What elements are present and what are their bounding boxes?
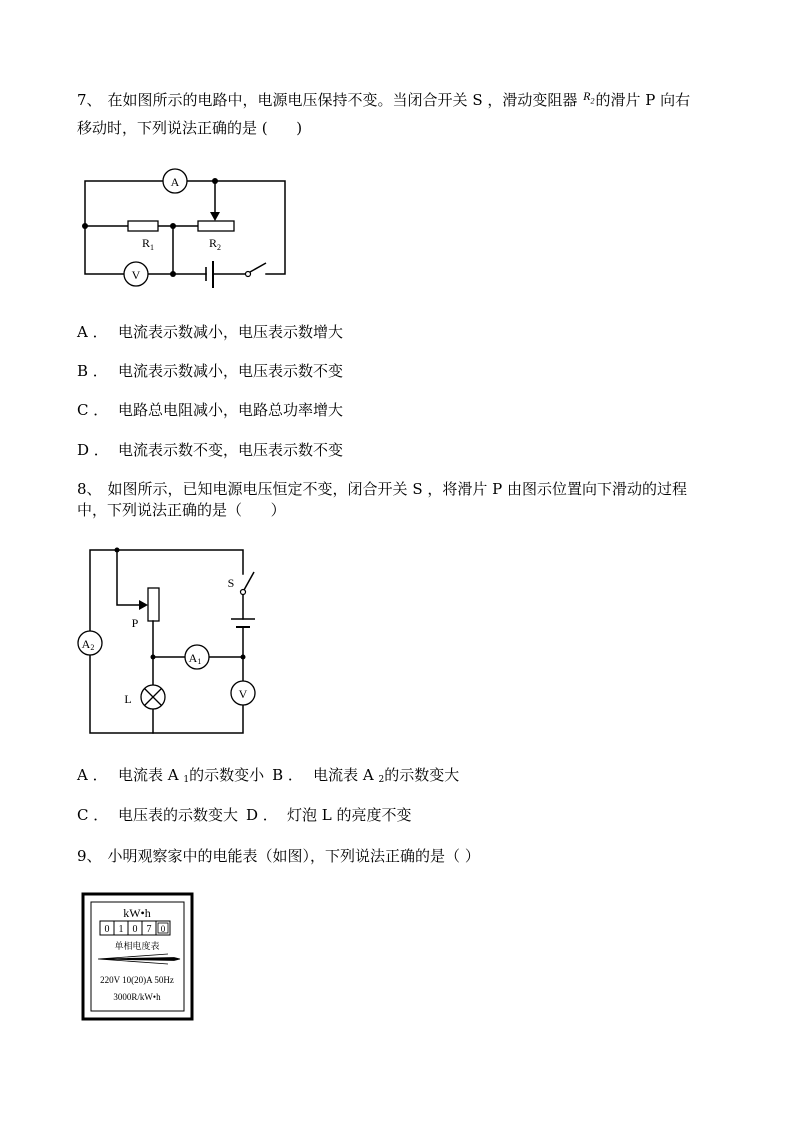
a1-letter: A [188, 651, 198, 665]
q8-number: 8、 [77, 480, 102, 498]
option-letter: C ． [77, 401, 109, 419]
q8-options-row2 [77, 805, 412, 825]
switch-blade [250, 263, 266, 272]
q7-stem-line2: 移动时，下列说法正确的是 ( ) [77, 119, 303, 137]
resistor-r1 [128, 221, 158, 231]
meter-digit: 0 [160, 924, 166, 934]
switch-pivot [241, 590, 246, 595]
q8-stem-line1 [77, 479, 687, 499]
meter-digit: 7 [146, 924, 152, 935]
meter-constant: 3000R/kW•h [113, 992, 161, 1002]
r1-letter: R [141, 236, 151, 250]
switch-label: S [227, 576, 235, 590]
option-text-post: 的示数变小 [189, 766, 265, 784]
q7-option-c [77, 400, 343, 420]
q7-circuit-diagram [70, 160, 300, 300]
q7-option-b [77, 361, 343, 381]
q9-stem-text: 小明观察家中的电能表（如图），下列说法正确的是（ ） [107, 847, 480, 865]
option-subscript: 1 [183, 775, 190, 785]
rheostat-r2 [198, 221, 234, 231]
option-letter: A ． [77, 323, 108, 341]
meter-digit: 1 [118, 924, 124, 935]
q7-option-d [77, 440, 343, 460]
q9-stem [77, 846, 480, 866]
junction-dot [82, 223, 88, 229]
voltmeter-label: V [131, 268, 141, 282]
meter-digit: 0 [132, 924, 138, 935]
option-text: 电压表的示数变大 [118, 806, 239, 824]
r1-label [142, 236, 154, 252]
q7-number: 7、 [77, 91, 102, 109]
rheostat-slider-arrowhead [210, 212, 220, 221]
rheostat [148, 588, 159, 621]
wire-outer-loop [85, 181, 285, 274]
option-letter: C ． [77, 806, 109, 824]
switch-blade [244, 572, 254, 590]
wire-slider-branch [117, 550, 140, 605]
r2-subscript: 2 [217, 243, 222, 252]
option-text-pre: 电流表 A [313, 766, 379, 784]
q8-stem-text: 如图所示，已知电源电压恒定不变，闭合开关 S ，将滑片 P 由图示位置向下滑动的过程 [107, 480, 687, 498]
q7-stem-line1 [77, 90, 690, 116]
meter-digit: 0 [104, 924, 110, 935]
junction-dot [115, 548, 120, 553]
r1-subscript: 1 [150, 243, 155, 252]
option-text: 电路总电阻减小，电路总功率增大 [118, 401, 344, 419]
q7-stem-text-post: 的滑片 P 向右 [595, 91, 691, 109]
junction-dot [241, 655, 246, 660]
q7-r2-subscript: 2 [590, 96, 595, 106]
a2-letter: A [81, 637, 91, 651]
q7-option-a [77, 322, 343, 342]
q8-stem-line2: 中，下列说法正确的是（ ） [77, 501, 286, 519]
switch-pivot [246, 272, 251, 277]
junction-dot [170, 223, 176, 229]
q9-number: 9、 [77, 847, 102, 865]
q7-r2-letter: R [583, 89, 591, 103]
q7-stem-text-pre: 在如图所示的电路中，电源电压保持不变。当闭合开关 S ，滑动变阻器 [107, 91, 583, 109]
r2-letter: R [208, 236, 218, 250]
q8-circuit-diagram [70, 540, 270, 745]
option-letter: D ． [77, 441, 109, 459]
meter-unit: kW•h [123, 906, 151, 920]
voltmeter-label: V [238, 687, 248, 701]
junction-dot [170, 271, 176, 277]
option-text: 电流表示数减小，电压表示数增大 [118, 323, 344, 341]
slider-arrowhead [139, 600, 148, 610]
option-letter: B ． [272, 766, 303, 784]
slider-label: P [131, 616, 139, 630]
option-letter: D ． [246, 806, 278, 824]
meter-name: 单相电度表 [114, 941, 160, 951]
option-text-post: 的示数变大 [384, 766, 460, 784]
junction-dot [151, 655, 156, 660]
meter-specs: 220V 10(20)A 50Hz [100, 975, 174, 985]
option-text: 灯泡 L 的亮度不变 [287, 806, 412, 824]
a2-subscript: 2 [90, 643, 95, 652]
lamp-label: L [124, 692, 132, 706]
q9-energy-meter [75, 885, 200, 1027]
option-text: 电流表示数减小，电压表示数不变 [118, 362, 344, 380]
r2-label [209, 236, 221, 252]
option-subscript: 2 [378, 775, 385, 785]
option-text: 电流表示数不变，电压表示数不变 [118, 441, 344, 459]
option-text-pre: 电流表 A [118, 766, 184, 784]
option-letter: A ． [77, 766, 108, 784]
q8-options-row1 [77, 765, 459, 790]
option-letter: B ． [77, 362, 108, 380]
ammeter-label: A [170, 175, 180, 189]
a1-subscript: 1 [197, 657, 202, 666]
wire-outer-loop [90, 550, 243, 733]
q7-r2-symbol [583, 89, 595, 106]
